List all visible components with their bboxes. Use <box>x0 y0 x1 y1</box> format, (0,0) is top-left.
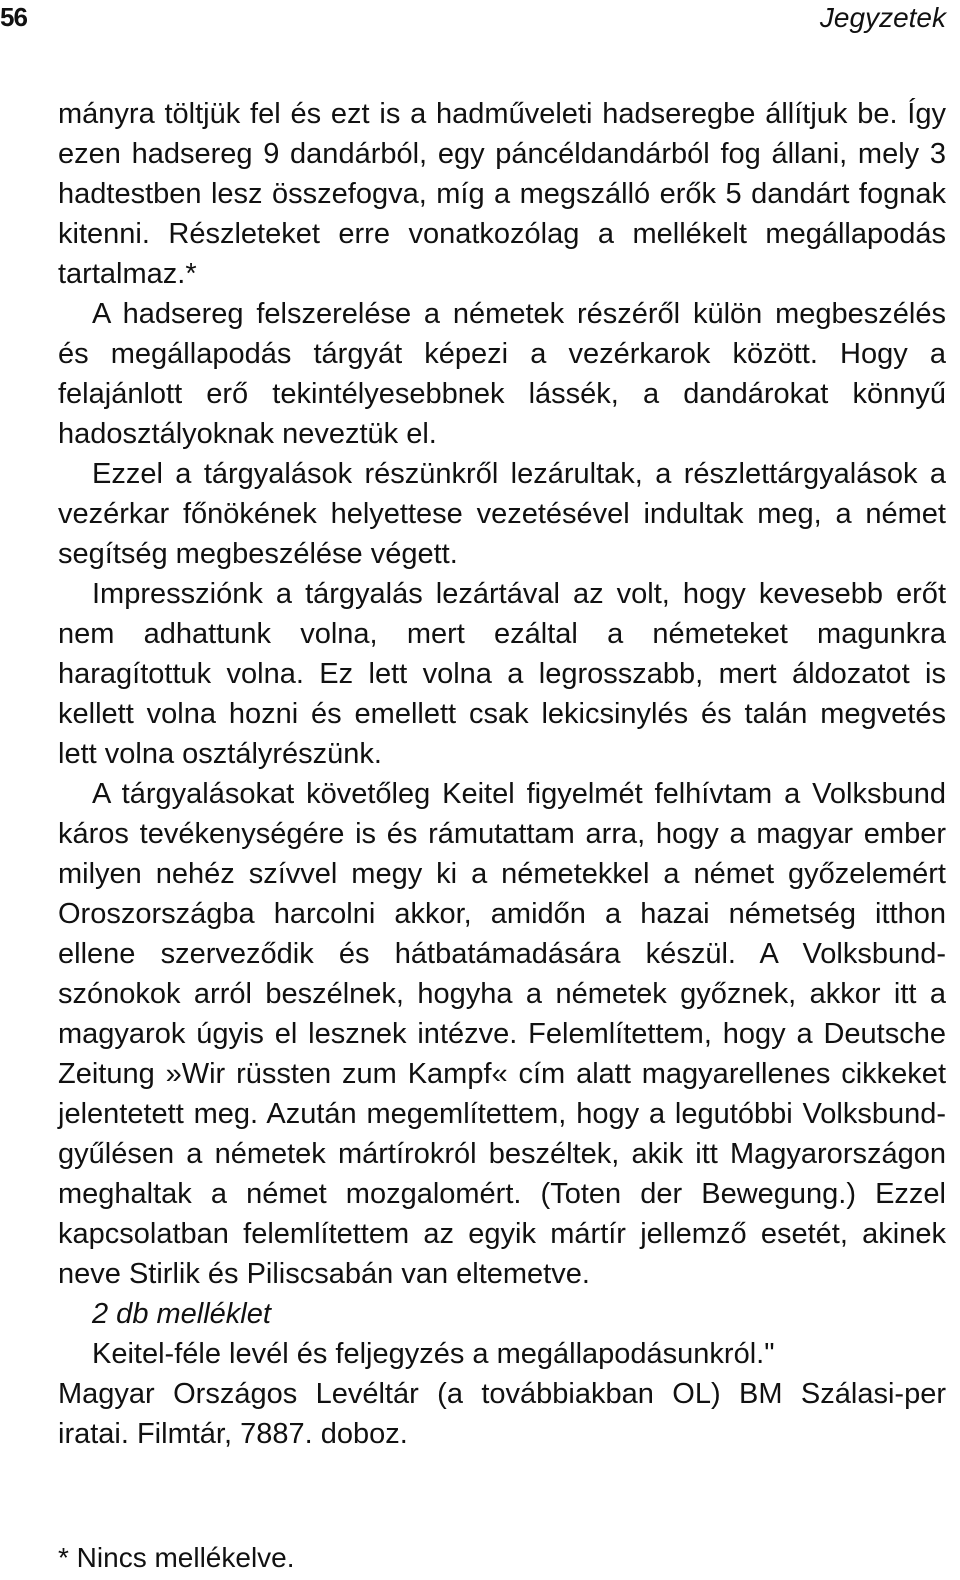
attachment-item: Keitel-féle levél és feljegyzés a megállapodásunkról." <box>92 1338 775 1370</box>
paragraph: A hadsereg felszerelése a németek részéről külön megbeszélés és megállapodás tárgyát képezi a vezérkarok között. Hogy a felajánlott erő tekintélyesebbnek lássék, a dandárokat könnyű hadosztályoknak neveztük el. <box>58 298 946 450</box>
source-reference: Magyar Országos Levéltár (a továbbiakban OL) BM Szálasi-per iratai. Filmtár, 7887. doboz. <box>58 1378 946 1450</box>
paragraph: Impressziónk a tárgyalás lezártával az volt, hogy kevesebb erőt nem adhattunk volna, mert ezáltal a németeket magunkra haragítottuk volna. Ez lett volna a legrosszabb, mert áldozatot is kellett volna hozni és emellett csak lekicsinylés és talán megvetés lett volna osztályrészünk. <box>58 578 946 770</box>
footnote: * Nincs mellékelve. <box>58 1542 295 1573</box>
running-header: Jegyzetek <box>819 2 946 33</box>
page-number: 56 <box>0 2 27 32</box>
paragraph: Ezzel a tárgyalások részünkről lezárultak, a részlettárgyalások a vezérkar főnökének helyettese vezetésével indultak meg, a német segítség megbeszélése végett. <box>58 458 946 570</box>
body-text <box>58 94 946 1454</box>
paragraph: A tárgyalásokat követőleg Keitel figyelmét felhívtam a Volksbund káros tevékenységére is és rámutattam arra, hogy a magyar ember milyen nehéz szívvel megy ki a németekkel a német győzelemért Oroszországba harcolni akkor, amidőn a hazai németség itthon ellene szerveződik és hátbatámadására készül. A Volksbund-szónokok arról beszélnek, hogyha a németek győznek, akkor itt a magyarok úgyis el lesznek intézve. Felemlítettem, hogy a Deutsche Zeitung »Wir rüssten zum Kampf« cím alatt magyarellenes cikkeket jelentetett meg. Azután megemlítettem, hogy a legutóbbi Volksbund-gyűlésen a németek mártírokról beszéltek, akik itt Magyarországon meghaltak a német mozgalomért. (Toten der Bewegung.) Ezzel kapcsolatban felemlítettem az egyik mártír jellemző esetét, akinek neve Stirlik és Piliscsabán van eltemetve. <box>58 778 946 1290</box>
attachment-heading: 2 db melléklet <box>92 1298 271 1330</box>
paragraph: mányra töltjük fel és ezt is a hadműveleti hadseregbe állítjuk be. Így ezen hadsereg 9 dandárból, egy páncéldandárból fog állani, mely 3 hadtestben lesz összefogva, míg a megszálló erők 5 dandárt fognak kitenni. Részleteket erre vonatkozólag a mellékelt megállapodás tartalmaz.* <box>58 98 946 290</box>
